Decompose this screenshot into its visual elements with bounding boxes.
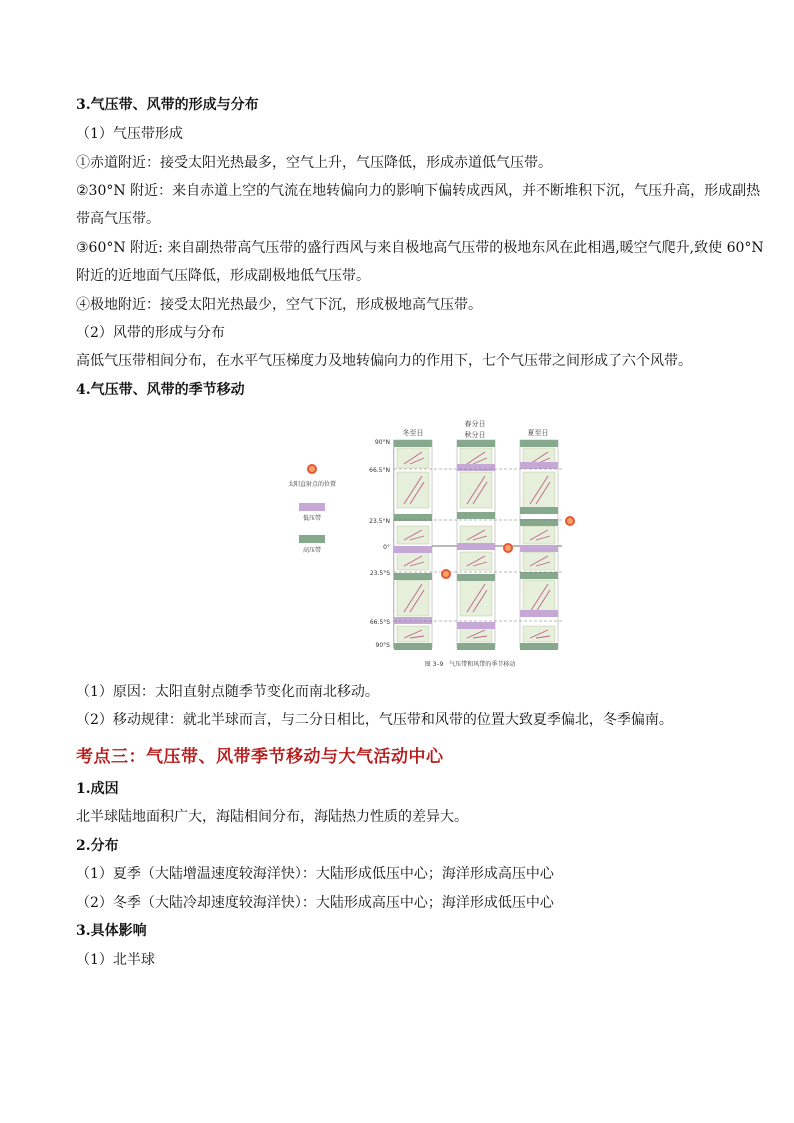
kd3-heading: 考点三：气压带、风带季节移动与大气活动中心: [76, 747, 444, 767]
lat-90s-label: 90°S: [375, 642, 390, 649]
kd3-t3: （1）北半球: [76, 952, 155, 968]
col-header-autumn: 秋分日: [464, 431, 486, 439]
section3-p3b: 附近的近地面气压降低，形成副极地低气压带。: [76, 268, 370, 284]
legend-sun-label: 太阳直射点的位置: [287, 481, 337, 488]
kd3-h1: 1.成因: [76, 781, 119, 797]
sun-winter: [441, 569, 451, 579]
section3-sub1: （1）气压带形成: [76, 126, 183, 142]
kd3-t2b: （2）冬季（大陆冷却速度较海洋快）：大陆形成高压中心；海洋形成低压中心: [76, 895, 554, 911]
lat-90n-label: 90°N: [374, 439, 390, 446]
legend-low-swatch: [299, 503, 325, 511]
belt-column-summer: [520, 440, 558, 650]
section3-p4: ④极地附近：接受太阳光热最少，空气下沉，形成极地高气压带。: [76, 297, 482, 313]
section3-p2a: ②30°N 附近：来自赤道上空的气流在地转偏向力的影响下偏转成西风，并不断堆积下沉，气压升高，形成副热: [76, 183, 761, 199]
kd3-h2: 2.分布: [76, 838, 119, 854]
section3-p1: ①赤道附近：接受太阳光热最多，空气上升，气压降低，形成赤道低气压带。: [76, 155, 552, 171]
section4-rule: （2）移动规律：就北半球而言，与二分日相比，气压带和风带的位置大致夏季偏北，冬季偏南。: [76, 712, 673, 728]
lat-665n-label: 66.5°N: [369, 467, 390, 474]
legend-high-swatch: [299, 535, 325, 543]
figure-caption: 图 3–9 气压带和风带的季节移动: [424, 661, 516, 668]
kd3-t2a: （1）夏季（大陆增温速度较海洋快）：大陆形成低压中心；海洋形成高压中心: [76, 866, 554, 882]
section3-p3a: ③60°N 附近: 来自副热带高气压带的盛行西风与来自极地高气压带的极地东风在此相遇,暖空气爬升,致使 60°N: [76, 240, 764, 256]
legend-sun-icon: [307, 464, 317, 474]
section3-p2b: 带高气压带。: [76, 211, 160, 227]
col-header-winter: 冬至日: [402, 429, 424, 437]
col-header-spring: 春分日: [464, 420, 486, 428]
legend-high-label: 高压带: [302, 547, 322, 554]
sun-summer: [565, 516, 575, 526]
lat-0-label: 0°: [383, 544, 390, 551]
kd3-h3: 3.具体影响: [76, 923, 147, 939]
section3-sub2: （2）风带的形成与分布: [76, 325, 225, 341]
pressure-belt-figure: [270, 412, 600, 674]
belt-columns: [394, 440, 558, 650]
sun-equinox: [503, 543, 513, 553]
belt-column-winter: [394, 440, 432, 650]
col-header-summer: 夏至日: [527, 429, 549, 437]
kd3-t1: 北半球陆地面积广大，海陆相间分布，海陆热力性质的差异大。: [76, 809, 468, 825]
section3-title: 3.气压带、风带的形成与分布: [76, 97, 259, 113]
lat-235n-label: 23.5°N: [369, 518, 390, 525]
lat-665s-label: 66.5°S: [369, 619, 390, 626]
section4-title: 4.气压带、风带的季节移动: [76, 382, 245, 398]
section3-p5: 高低气压带相间分布，在水平气压梯度力及地转偏向力的作用下，七个气压带之间形成了六个风带。: [76, 353, 692, 369]
section4-cause: （1）原因：太阳直射点随季节变化而南北移动。: [76, 684, 379, 700]
belt-column-equinox: [457, 440, 495, 650]
lat-235s-label: 23.5°S: [369, 570, 390, 577]
legend-low-label: 低压带: [302, 515, 322, 522]
